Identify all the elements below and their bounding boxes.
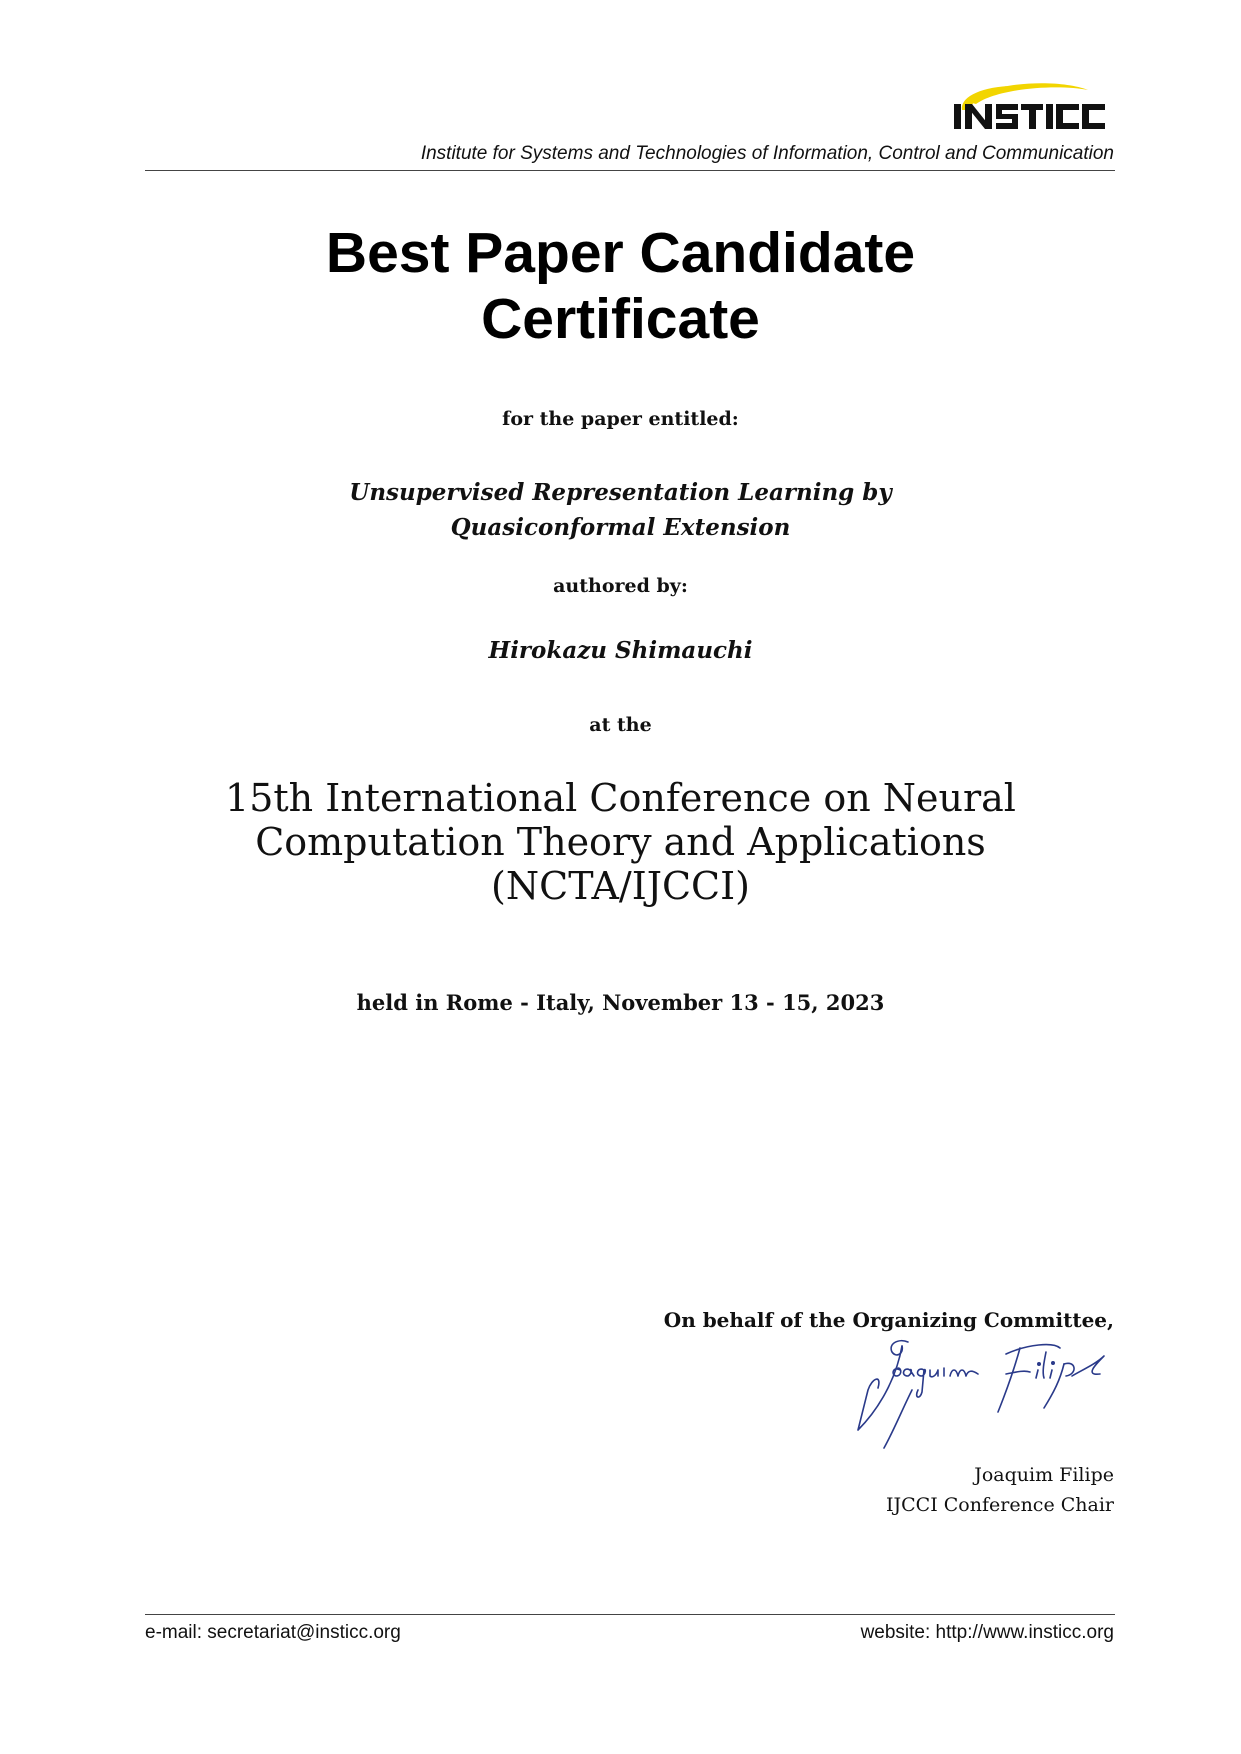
institute-name: Institute for Systems and Technologies of Information, Control and Communication (420, 143, 1114, 164)
insticc-logo (938, 80, 1116, 140)
paper-title (0, 475, 1241, 545)
certificate-title (0, 220, 1241, 352)
footer-divider (145, 1614, 1115, 1615)
signer-block (886, 1460, 1114, 1520)
handwritten-signature (838, 1330, 1120, 1450)
paper-title-line-1: Unsupervised Representation Learning by (349, 479, 892, 506)
conference-name (0, 776, 1241, 908)
event-details: held in Rome - Italy, November 13 - 15, 2023 (356, 990, 885, 1015)
header-divider (145, 170, 1115, 171)
conference-line-1: 15th International Conference on Neural (225, 776, 1016, 820)
conference-line-3: (NCTA/IJCCI) (491, 864, 750, 908)
footer-email: e-mail: secretariat@insticc.org (145, 1622, 401, 1643)
signer-role: IJCCI Conference Chair (886, 1494, 1114, 1516)
paper-title-line-2: Quasiconformal Extension (450, 514, 791, 541)
title-line-2: Certificate (481, 287, 760, 351)
conference-line-2: Computation Theory and Applications (255, 820, 986, 864)
behalf-text: On behalf of the Organizing Committee, (663, 1308, 1114, 1332)
author-name: Hirokazu Shimauchi (488, 637, 753, 664)
intro-text: for the paper entitled: (502, 408, 739, 430)
signer-name: Joaquim Filipe (974, 1464, 1114, 1486)
footer-website: website: http://www.insticc.org (860, 1622, 1114, 1643)
title-line-1: Best Paper Candidate (325, 221, 916, 285)
at-the-label: at the (589, 714, 652, 736)
authored-by-label: authored by: (553, 575, 688, 597)
